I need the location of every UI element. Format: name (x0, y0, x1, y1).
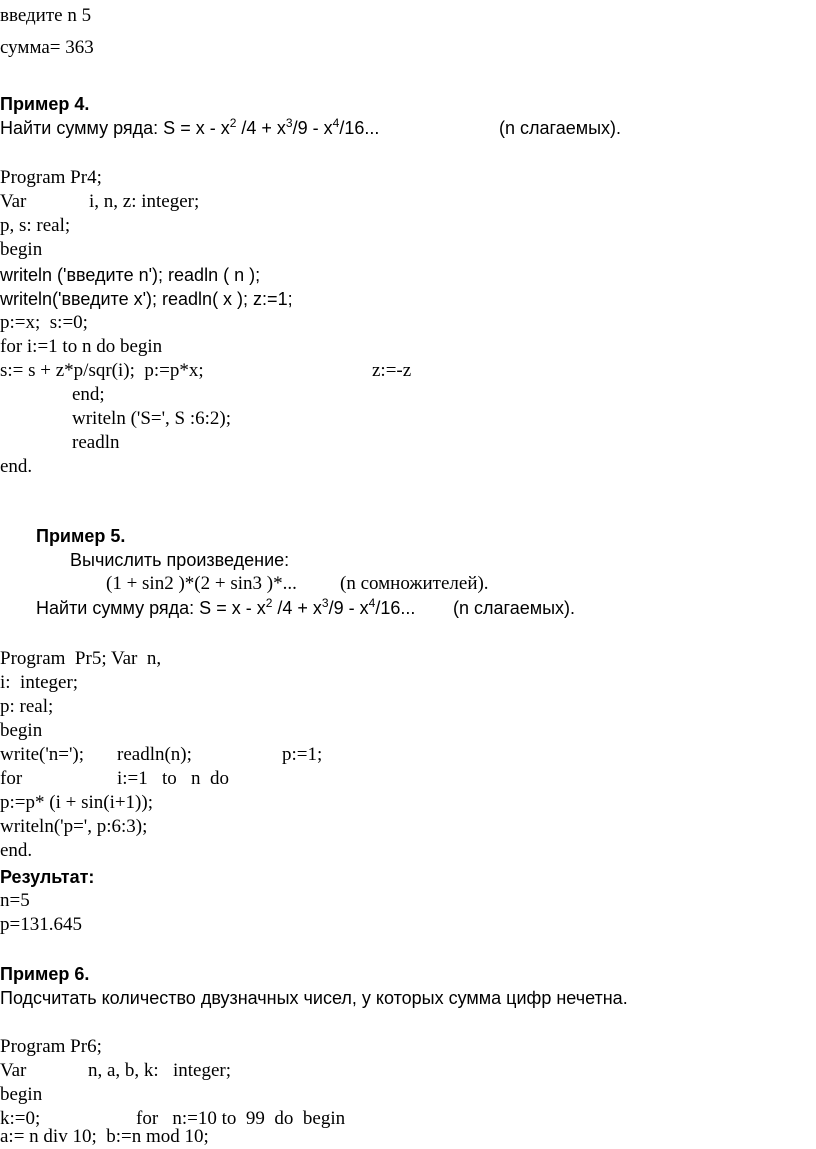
example-5-formula: (1 + sin2 )*(2 + sin3 )*... (n сомножителей). (106, 573, 489, 594)
code-line: s:= s + z*p/sqr(i); p:=p*x; z:=-z (0, 360, 412, 381)
code-line: for i:=1 to n do (0, 768, 230, 789)
code-line: p: real; (0, 696, 54, 717)
example-4-heading: Пример 4. (0, 94, 90, 114)
example-5-task: Вычислить произведение: (70, 550, 290, 570)
code-line: writeln ('введите n'); readln ( n ); (0, 265, 261, 285)
example-5-task-sum: Найти сумму ряда: $S = x - x^2$ $/4 + x^3/9 - x^4/16$... (n слагаемых). (36, 596, 576, 618)
code-line: end. (0, 456, 33, 477)
code-line: begin (0, 239, 43, 260)
code-line: i: integer; (0, 672, 79, 693)
example-6-heading: Пример 6. (0, 964, 90, 984)
code-line: a:= n div 10; b:=n mod 10; (0, 1126, 209, 1147)
code-line: Var i, n, z: integer; (0, 191, 200, 212)
code-line: write('n='); readln(n); p:=1; (0, 744, 323, 765)
example-6-task: Подсчитать количество двузначных чисел, у которых сумма цифр нечетна. (0, 988, 628, 1008)
code-line: p, s: real; (0, 215, 71, 236)
code-line: readln (72, 432, 120, 453)
output-line: введите n 5 (0, 5, 92, 26)
result-line: n=5 (0, 890, 30, 911)
output-line: сумма= 363 (0, 37, 94, 58)
result-heading: Результат: (0, 867, 95, 887)
code-line: begin (0, 720, 43, 741)
code-line: writeln('p=', p:6:3); (0, 816, 148, 837)
code-line: k:=0; for n:=10 to 99 do begin (0, 1108, 346, 1129)
code-line: writeln ('S=', S :6:2); (72, 408, 232, 429)
code-line: begin (0, 1084, 43, 1105)
code-line: Program Pr4; (0, 167, 102, 188)
code-line: Var n, a, b, k: integer; (0, 1060, 231, 1081)
example-5-heading: Пример 5. (36, 526, 126, 546)
code-line: Program Pr6; (0, 1036, 102, 1057)
example-4-task: Найти сумму ряда: $S = x - x^2$ $/4 + x^3/9 - x^4/16$... (n слагаемых). (0, 116, 622, 138)
code-line: p:=x; s:=0; (0, 312, 88, 333)
code-line: writeln('введите x'); readln( x ); z:=1; (0, 289, 293, 309)
code-line: p:=p* (i + sin(i+1)); (0, 792, 153, 813)
code-line: Program Pr5; Var n, (0, 648, 162, 669)
code-line: for i:=1 to n do begin (0, 336, 163, 357)
code-line: end; (72, 384, 105, 405)
result-line: p=131.645 (0, 914, 82, 935)
code-line: end. (0, 840, 33, 861)
